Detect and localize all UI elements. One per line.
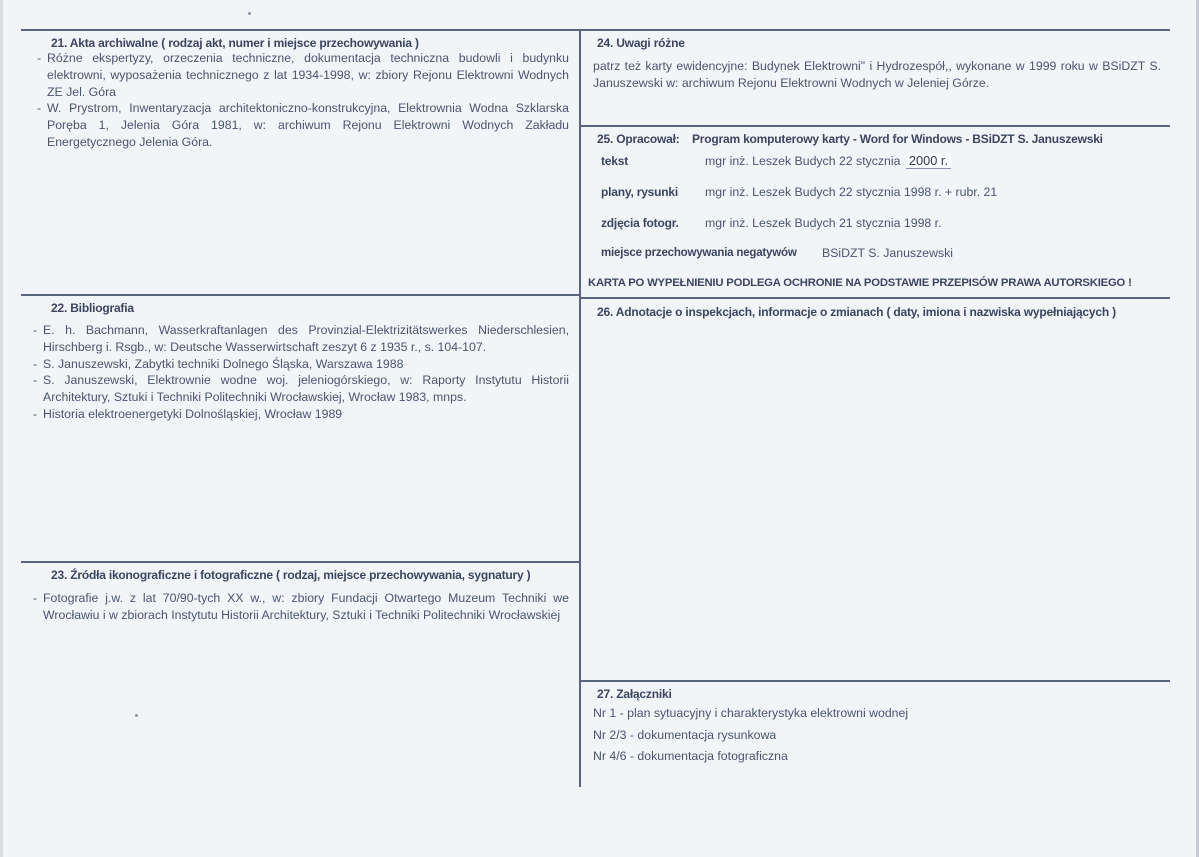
divider-21-22 <box>21 294 579 296</box>
section-24-body: patrz też karty ewidencyjne: Budynek Elektrowni" i Hydrozespół,, wykonane w 1999 roku w BSiDZT S. Januszewski w: archiwum Rejonu Elektrowni Wodnych w Jeleniej Górze. <box>593 59 1161 90</box>
divider-top-right <box>581 29 1170 31</box>
divider-25-26 <box>581 297 1170 299</box>
section-24-title: 24. Uwagi różne <box>597 36 685 50</box>
row-value-plans: mgr inż. Leszek Budych 22 stycznia 1998 r. + rubr. 21 <box>705 185 998 199</box>
section-23-title: 23. Źródła ikonograficzne i fotograficzne ( rodzaj, miejsce przechowywania, sygnatury ) <box>51 568 531 582</box>
row-value-text: mgr inż. Leszek Budych 22 stycznia 2000 r. <box>705 153 951 169</box>
list-item: - Historia elektroenergetyki Dolnośląskiej, Wrocław 1989 <box>33 406 343 421</box>
row-label-negatives: miejsce przechowywania negatywów <box>601 247 797 259</box>
list-item: - W. Prystrom, Inwentaryzacja architektoniczno-konstrukcyjna, Elektrownia Wodna Szklarska Poręba 1, Jelenia Góra 1981, w: archiwum Rejonu Elektrowni Wodnych Zakładu Energetycznego Jelenia Góra. <box>37 101 569 149</box>
date-stamp: 2000 r. <box>906 153 951 169</box>
section-27-title: 27. Załączniki <box>597 687 672 701</box>
divider-24-25 <box>581 125 1170 127</box>
divider-22-23 <box>21 561 579 563</box>
section-23-body <box>33 590 569 624</box>
list-item: - Fotografie j.w. z lat 70/90-tych XX w., w: zbiory Fundacji Otwartego Muzeum Techniki we Wrocławiu i w zbiorach Instytutu Historii Architektury, Sztuki i Techniki Politechniki Wrocławskiej <box>33 591 569 622</box>
section-25-title: 25. Opracował: <box>597 132 680 146</box>
attachment-item: Nr 4/6 - dokumentacja fotograficzna <box>593 749 788 763</box>
list-item: - Różne ekspertyzy, orzeczenia techniczne, dokumentacja techniczna budowli i budynku elektrowni, wyposażenia technicznego z lat 1934-1998, w: zbiory Rejonu Elektrowni Wodnych ZE Jel. Góra <box>37 51 569 99</box>
scan-speck <box>248 12 251 15</box>
attachment-item: Nr 1 - plan sytuacyjny i charakterystyka elektrowni wodnej <box>593 706 909 720</box>
section-26-title: 26. Adnotacje o inspekcjach, informacje o zmianach ( daty, imiona i nazwiska wypełniających ) <box>597 305 1116 319</box>
row-value-negatives: BSiDZT S. Januszewski <box>822 246 953 260</box>
list-item: - S. Januszewski, Zabytki techniki Dolnego Śląska, Warszawa 1988 <box>33 356 404 371</box>
section-22-body <box>33 322 569 423</box>
row-label-photos: zdjęcia fotogr. <box>601 216 679 230</box>
attachment-item: Nr 2/3 - dokumentacja rysunkowa <box>593 728 777 742</box>
divider-center-vertical <box>579 29 581 787</box>
row-label-text: tekst <box>601 154 629 168</box>
section-21-title: 21. Akta archiwalne ( rodzaj akt, numer i miejsce przechowywania ) <box>51 36 419 50</box>
divider-top-left <box>21 29 579 31</box>
row-label-plans: plany, rysunki <box>601 185 679 199</box>
divider-26-27 <box>581 680 1170 682</box>
row-value-photos: mgr inż. Leszek Budych 21 stycznia 1998 r. <box>705 216 942 230</box>
section-21-body <box>37 50 569 151</box>
software-note: Program komputerowy karty - Word for Windows - BSiDZT S. Januszewski <box>692 132 1103 146</box>
list-item: - S. Januszewski, Elektrownie wodne woj. jeleniogórskiego, w: Raporty Instytutu Historii Architektury, Sztuki i Techniki Politechniki Wrocławskiej, Wrocław 1983, mnps. <box>33 373 569 405</box>
scan-speck <box>135 714 138 717</box>
list-item: - E. h. Bachmann, Wasserkraftanlagen des Provinzial-Elektrizitätswerkes Niederschlesien, Hirschberg i. Rsgb., w: Deutsche Wasserwirtschaft zeszyt 6 z 1935 r., s. 104-107. <box>33 323 569 354</box>
copyright-notice: KARTA PO WYPEŁNIENIU PODLEGA OCHRONIE NA PODSTAWIE PRZEPISÓW PRAWA AUTORSKIEGO ! <box>588 277 1132 289</box>
section-22-title: 22. Bibliografia <box>51 301 134 315</box>
